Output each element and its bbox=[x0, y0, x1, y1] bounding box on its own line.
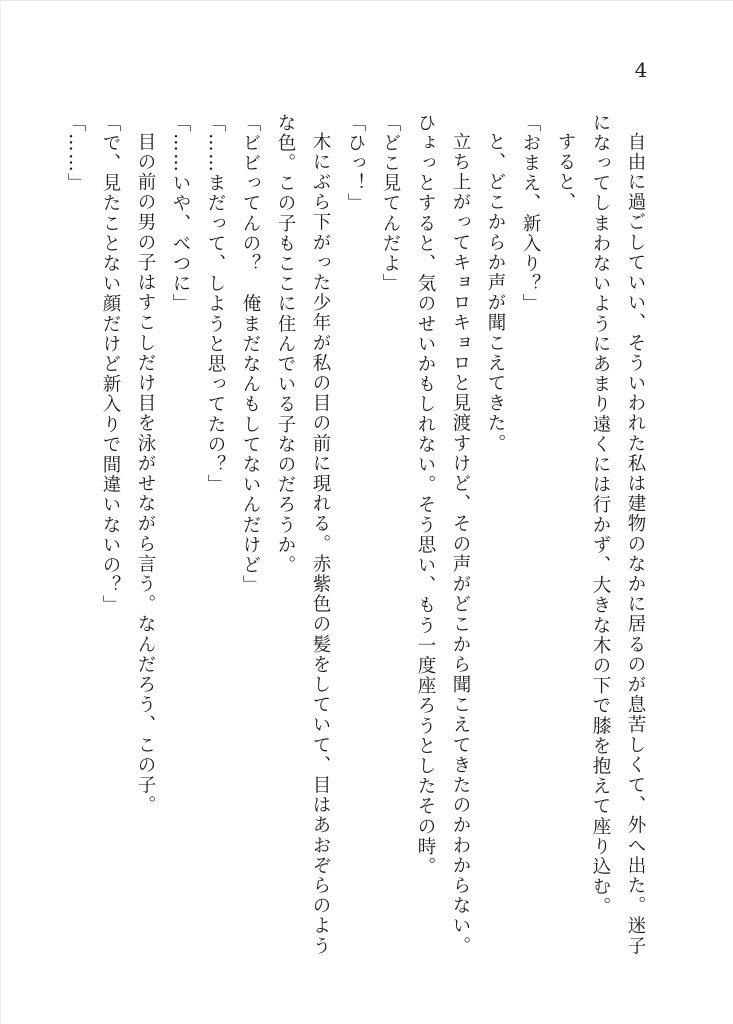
text-column: 自由に過ごしていい、そういわれた私は建物のなかに居るのが息苦しくて、外へ出た。迷子 bbox=[625, 131, 646, 956]
text-column: 「ビビってんの？ 俺まだなんもしてないんだけど」 bbox=[240, 113, 261, 596]
vertical-text-body bbox=[58, 113, 653, 993]
text-column: 立ち上がってキョロキョロと見渡すけど、その声がどこから聞こえてきたのかわからない。 bbox=[450, 131, 471, 956]
page-number: 4 bbox=[634, 58, 648, 82]
text-column: すると、 bbox=[555, 131, 576, 212]
text-column: ひょっとすると、気のせいかもしれない。そう思い、もう一度座ろうとしたその時。 bbox=[415, 113, 436, 877]
text-column: になってしまわないようにあまり遠くには行かず、大きな木の下で膝を抱えて座り込む。 bbox=[590, 113, 611, 917]
text-column: 「……」 bbox=[65, 113, 86, 194]
text-column: 木にぶら下がった少年が私の目の前に現れる。赤紫色の髪をしていて、目はあおぞらのよう bbox=[310, 131, 331, 956]
text-column: 「で、見たことない顔だけど新入りで間違いないの？」 bbox=[100, 113, 121, 616]
text-column: 「……まだって、しようと思ってたの？」 bbox=[205, 113, 226, 495]
text-column: 目の前の男の子はすこしだけ目を泳がせながら言う。なんだろう、この子。 bbox=[135, 131, 156, 815]
text-column: と、どこからか声が聞こえてきた。 bbox=[485, 131, 506, 454]
text-column: 「ひっ！」 bbox=[345, 113, 366, 214]
text-column: 「……いや、べつに」 bbox=[170, 113, 191, 314]
text-column: な色。この子もここに住んでいる子なのだろうか。 bbox=[275, 113, 296, 576]
text-column: 「どこ見てんだよ」 bbox=[380, 113, 401, 294]
text-column: 「おまえ、新入り？」 bbox=[520, 113, 541, 314]
